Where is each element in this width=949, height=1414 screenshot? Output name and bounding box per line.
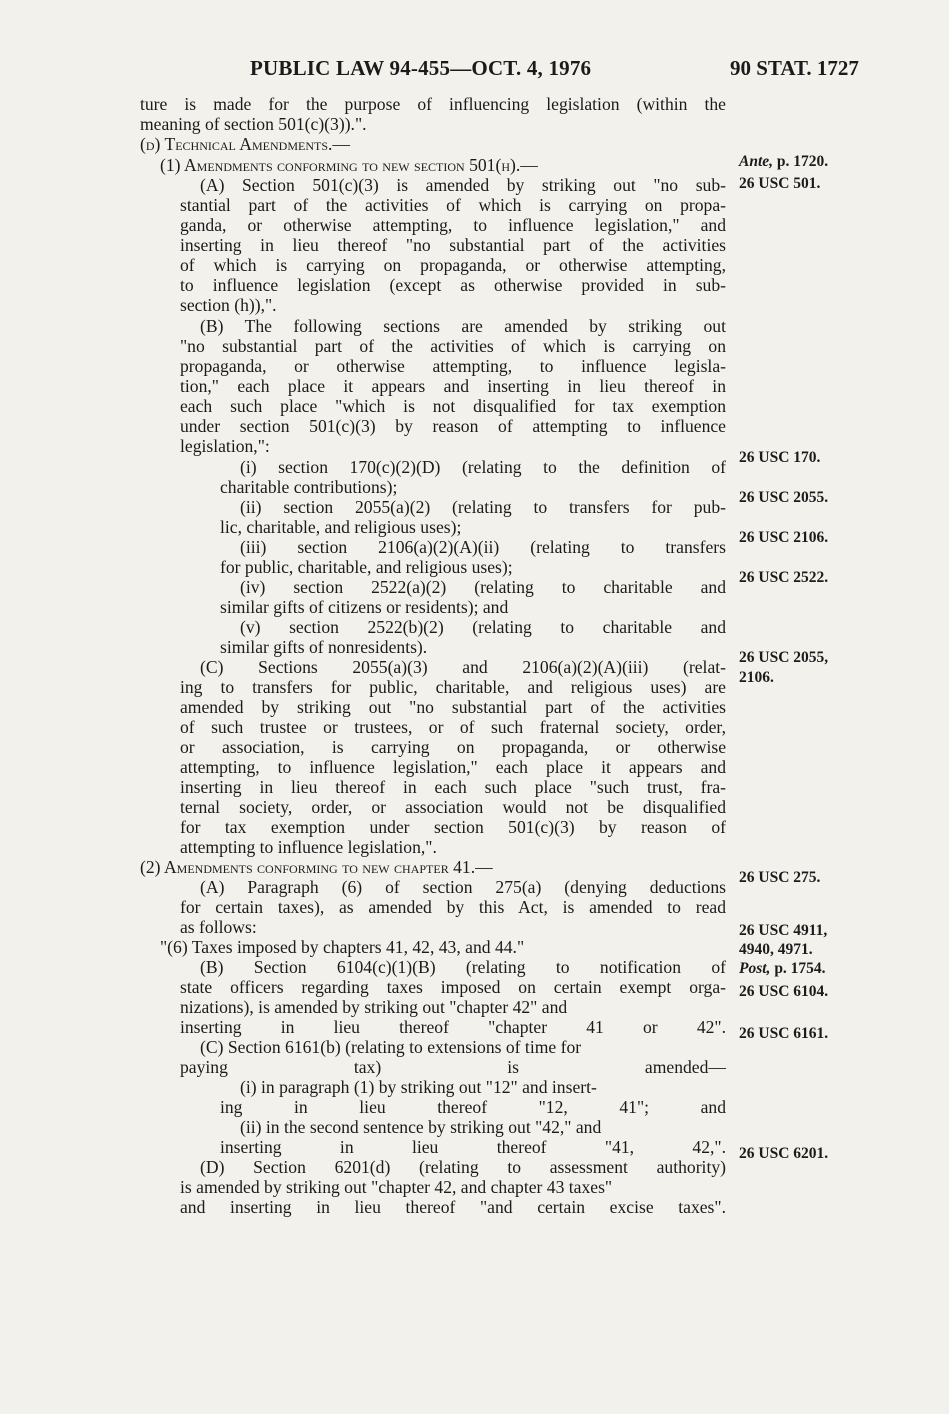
text-line: similar gifts of nonresidents). [220,637,428,657]
margin-note [739,960,826,978]
margin-note-text: 26 USC 170. [739,449,821,466]
text-line: lic, charitable, and religious uses); [220,517,462,537]
margin-note [739,983,828,1001]
margin-note-text: 26 USC 6201. [739,1145,829,1162]
margin-note-text: 26 USC 6104. [739,983,829,1000]
margin-note-text: 26 USC 2055, [739,649,829,666]
text-line: as follows: [180,917,257,937]
text-line: of which is carrying on propaganda, or otherwise attempting, [180,255,726,275]
margin-note-text: 26 USC 501. [739,175,821,192]
text-line: legislation,": [180,436,270,456]
text-line: "(6) Taxes imposed by chapters 41, 42, 43, and 44." [160,937,525,957]
text-line: each such place "which is not disqualified for tax exemption [180,396,726,416]
margin-note-text: p. 1754. [770,960,826,977]
text-line: of such trustee or trustees, or of such fraternal society, order, [180,717,726,737]
text-line: (iv) section 2522(a)(2) (relating to charitable and [240,577,726,597]
text-line: for certain taxes), as amended by this Act, is amended to read [180,897,726,917]
text-line: is amended by striking out "chapter 42, and chapter 43 taxes" [180,1177,613,1197]
text-line: similar gifts of citizens or residents); and [220,597,509,617]
margin-note [739,489,828,507]
text-line: (B) The following sections are amended by striking out [200,316,726,336]
margin-note-text: 4940, 4971. [739,941,813,958]
margin-note-reference: Ante, [739,153,774,170]
text-line: tion," each place it appears and inserting in lieu thereof in [180,376,726,396]
text-line: attempting, to influence legislation," each place it appears and [180,757,726,777]
margin-note-reference: Post, [739,960,771,977]
margin-note [739,449,820,467]
margin-note [739,529,828,547]
text-line: ternal society, order, or association would not be disqualified [180,797,726,817]
margin-note [739,1145,828,1163]
text-line: to influence legislation (except as otherwise provided in sub- [180,275,726,295]
margin-note-text: 26 USC 4911, [739,922,828,939]
text-line: attempting to influence legislation,". [180,837,437,857]
text-line: (ii) in the second sentence by striking out "42," and [240,1117,602,1137]
text-line: nizations), is amended by striking out "chapter 42" and [180,997,568,1017]
margin-note [739,1025,828,1043]
text-line: (D) Section 6201(d) (relating to assessment authority) [200,1157,726,1177]
text-line: (1) Amendments conforming to new section 501(h).— [160,155,538,175]
text-line: ing in lieu thereof "12, 41"; and [220,1097,726,1117]
text-line: charitable contributions); [220,477,398,497]
text-line: state officers regarding taxes imposed on certain exempt orga- [180,977,726,997]
text-line: (i) section 170(c)(2)(D) (relating to the definition of [240,457,726,477]
text-line: (iii) section 2106(a)(2)(A)(ii) (relating to transfers [240,537,726,557]
text-line: amended by striking out "no substantial part of the activities [180,697,726,717]
page-header-title: PUBLIC LAW 94-455—OCT. 4, 1976 [250,56,592,80]
margin-note-text: 26 USC 2522. [739,569,829,586]
text-line: (A) Section 501(c)(3) is amended by striking out "no sub- [200,175,726,195]
text-line: (d) Technical Amendments.— [140,134,351,154]
text-line: propaganda, or otherwise attempting, to influence legisla- [180,356,726,376]
text-line: meaning of section 501(c)(3)).". [140,114,367,134]
margin-note [739,869,820,887]
text-line: inserting in lieu thereof in each such place "such trust, fra- [180,777,726,797]
margin-note [739,941,813,959]
margin-note-text: 26 USC 2106. [739,529,829,546]
margin-note [739,175,820,193]
margin-note-text: p. 1720. [773,153,829,170]
margin-note-text: 26 USC 6161. [739,1025,829,1042]
text-line: (ii) section 2055(a)(2) (relating to transfers for pub- [240,497,726,517]
margin-note-text: 2106. [739,669,774,686]
text-line: paying tax) is amended— [180,1057,726,1077]
margin-note [739,649,828,667]
text-line: for tax exemption under section 501(c)(3) by reason of [180,817,726,837]
text-line: under section 501(c)(3) by reason of attempting to influence [180,416,726,436]
text-line: and inserting in lieu thereof "and certain excise taxes". [180,1197,726,1217]
text-line: (i) in paragraph (1) by striking out "12" and insert- [240,1077,597,1097]
margin-note [739,569,828,587]
text-line: (2) Amendments conforming to new chapter 41.— [140,857,493,877]
text-line: ing to transfers for public, charitable, and religious uses) are [180,677,726,697]
margin-note [739,669,774,687]
margin-note [739,922,827,940]
text-line: stantial part of the activities of which is carrying on propa- [180,195,726,215]
text-line: inserting in lieu thereof "chapter 41 or 42". [180,1017,726,1037]
text-line: (v) section 2522(b)(2) (relating to charitable and [240,617,726,637]
text-line: inserting in lieu thereof "41, 42,". [220,1137,726,1157]
text-line: ture is made for the purpose of influencing legislation (within the [140,94,726,114]
text-line: for public, charitable, and religious uses); [220,557,513,577]
text-line: "no substantial part of the activities of which is carrying on [180,336,726,356]
text-line: (C) Section 6161(b) (relating to extensions of time for [200,1037,582,1057]
text-line: section (h)),". [180,295,277,315]
margin-note-text: 26 USC 2055. [739,489,829,506]
text-line: (C) Sections 2055(a)(3) and 2106(a)(2)(A)(iii) (relat- [200,657,726,677]
text-line: (A) Paragraph (6) of section 275(a) (denying deductions [200,877,726,897]
page-header-stat: 90 STAT. 1727 [730,56,859,80]
text-line: ganda, or otherwise attempting, to influence legislation," and [180,215,726,235]
margin-note-text: 26 USC 275. [739,869,821,886]
text-line: inserting in lieu thereof "no substantial part of the activities [180,235,726,255]
margin-note [739,153,828,171]
text-line: or association, is carrying on propaganda, or otherwise [180,737,726,757]
text-line: (B) Section 6104(c)(1)(B) (relating to notification of [200,957,726,977]
